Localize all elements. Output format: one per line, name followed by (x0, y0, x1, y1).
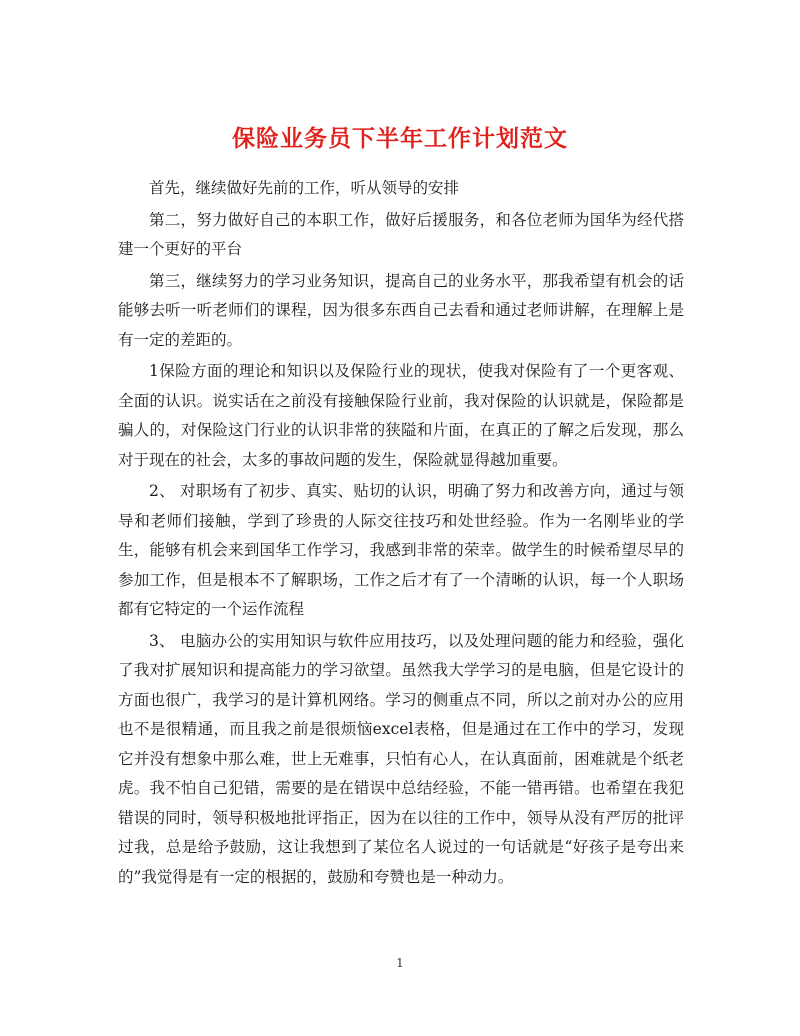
paragraph-3: 第三，继续努力的学习业务知识，提高自己的业务水平，那我希望有机会的话能够去听一听老师们的课程，因为很多东西自己去看和通过老师讲解，在理解上是有一定的差距的。 (118, 271, 684, 349)
paragraph-5: 2、 对职场有了初步、真实、贴切的认识，明确了努力和改善方向，通过与领导和老师们接触，学到了珍贵的人际交往技巧和处世经验。作为一名刚毕业的学生，能够有机会来到国华工作学习，我感到非常的荣幸。做学生的时候希望尽早的参加工作，但是根本不了解职场，工作之后才有了一个清晰的认识，每一个人职场都有它特定的一个运作流程 (118, 482, 684, 618)
page-number: 1 (396, 956, 404, 970)
paragraph-4: 1保险方面的理论和知识以及保险行业的现状，使我对保险有了一个更客观、全面的认识。说实话在之前没有接触保险行业前，我对保险的认识就是，保险都是骗人的，对保险这门行业的认识非常的狭隘和片面，在真正的了解之后发现，那么对于现在的社会，太多的事故问题的发生，保险就显得越加重要。 (118, 362, 684, 469)
paragraph-2: 第二，努力做好自己的本职工作，做好后援服务，和各位老师为国华为经代搭建一个更好的平台 (118, 210, 684, 258)
paragraph-6: 3、 电脑办公的实用知识与软件应用技巧，以及处理问题的能力和经验，强化了我对扩展知识和提高能力的学习欲望。虽然我大学学习的是电脑，但是它设计的方面也很广，我学习的是计算机网络。学习的侧重点不同，所以之前对办公的应用也不是很精通，而且我之前是很烦恼excel表格，但是通过在工作中的学习，发现它并没有想象中那么难，世上无难事，只怕有心人，在认真面前，困难就是个纸老虎。我不怕自己犯错，需要的是在错误中总结经验，不能一错再错。也希望在我犯错误的同时，领导积极地批评指正，因为在以往的工作中，领导从没有严厉的批评过我，总是给予鼓励，这让我想到了某位名人说过的一句话就是“好孩子是夸出来的”我觉得是有一定的根据的，鼓励和夸赞也是一种动力。 (118, 631, 684, 886)
page-title: 保险业务员下半年工作计划范文 (232, 125, 568, 153)
paragraph-1: 首先，继续做好先前的工作，听从领导的安排 (149, 179, 460, 197)
document-body (118, 174, 684, 894)
